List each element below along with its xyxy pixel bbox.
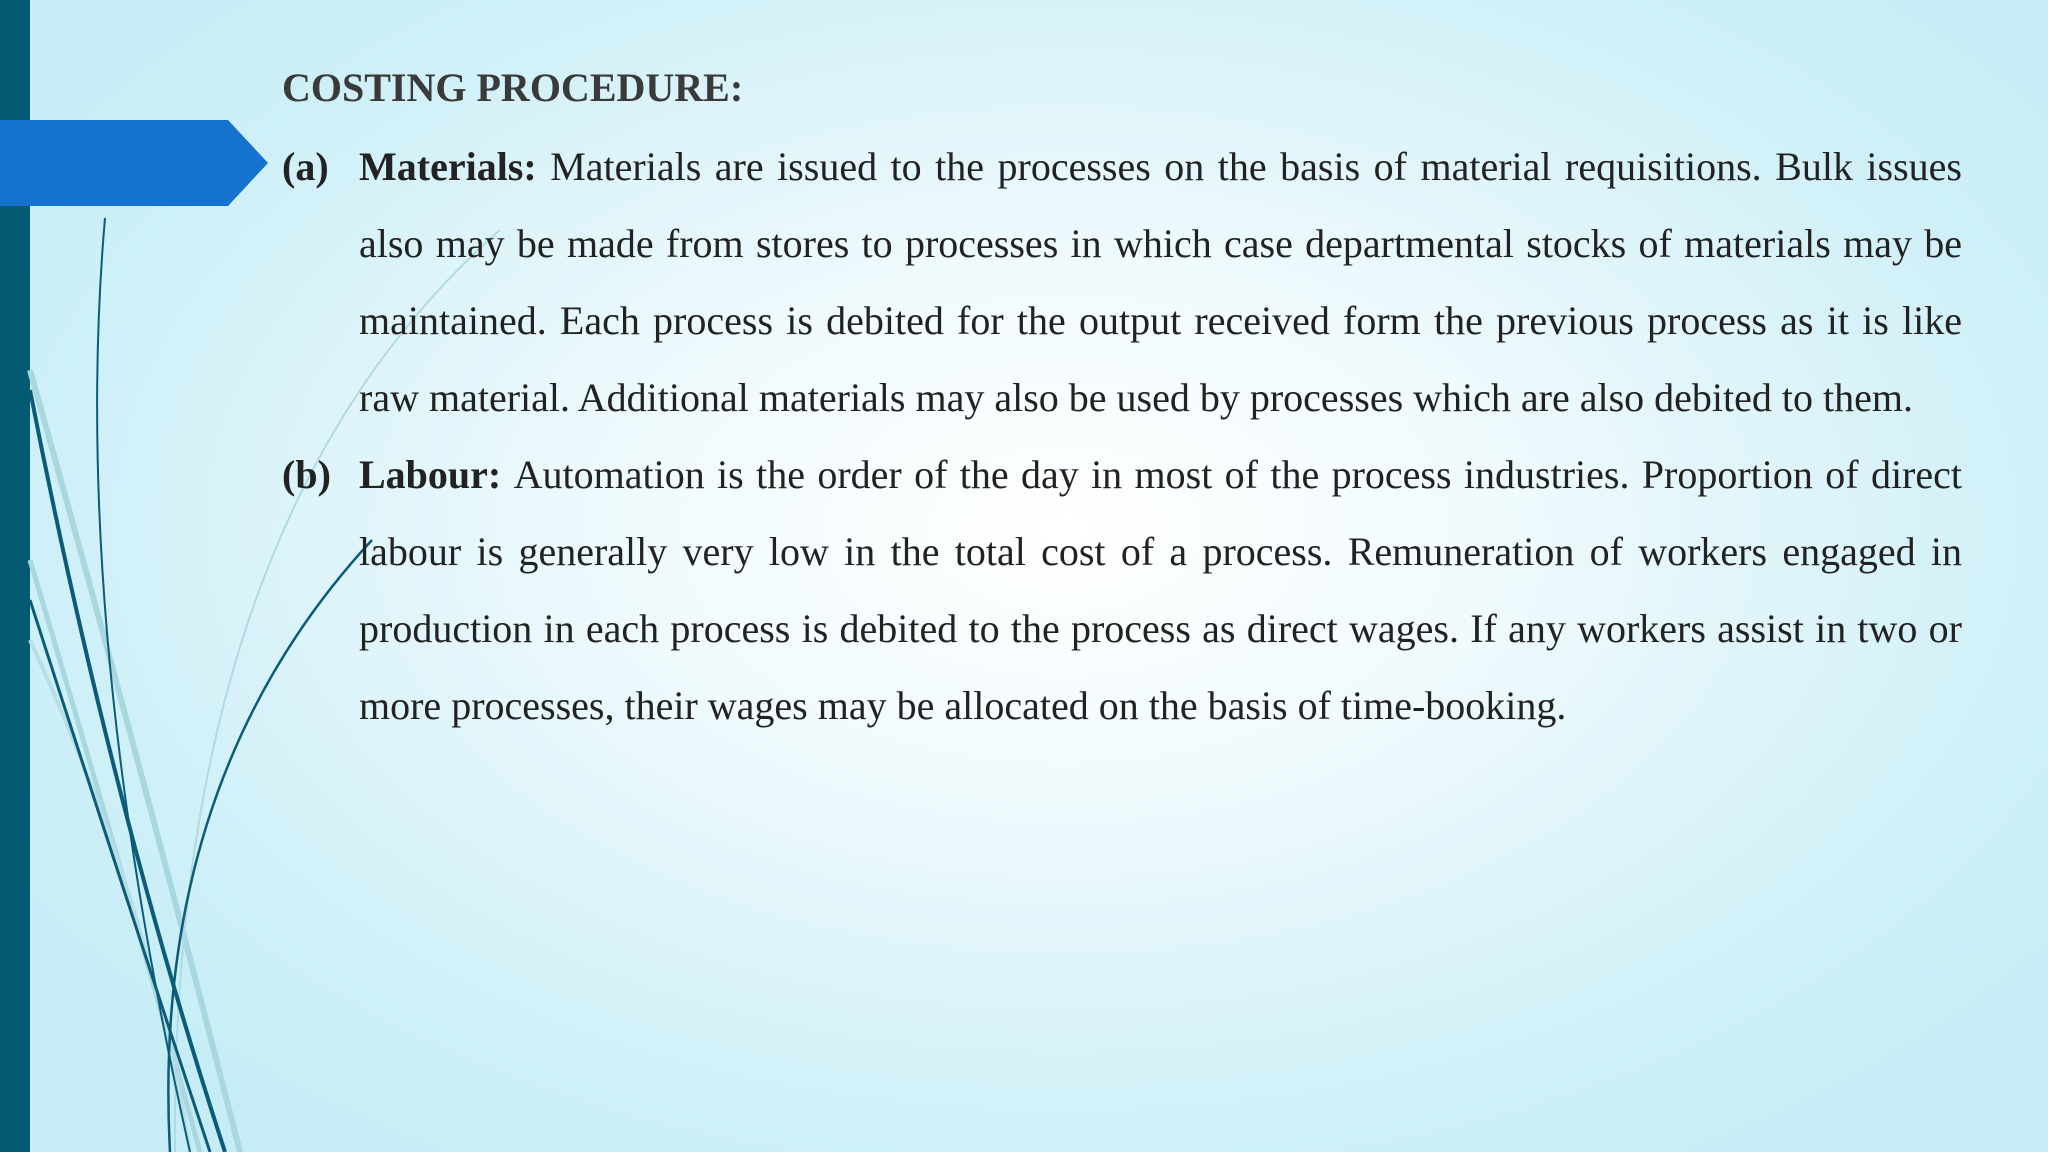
list-item-materials [282,128,1962,436]
item-title: Materials: [359,144,551,189]
slide-heading: COSTING PROCEDURE: [282,65,744,110]
item-letter: (b) [282,452,331,497]
item-letter: (a) [282,144,329,189]
item-text: Materials are issued to the processes on the basis of material requisitions. Bulk issues also may be made from stores to processes in which case departmental stocks of materials may be maintained. Each process is debited for the output received form the previous process as it is like raw material. Additional materials may also be used by processes which are also debited to them. [359,144,1963,420]
slide-content [282,56,1962,744]
item-title: Labour: [359,452,514,497]
arrow-tab-marker [0,120,268,206]
list-item-labour [282,436,1962,744]
item-text: Automation is the order of the day in most of the process industries. Proportion of direct labour is generally very low in the total cost of a process. Remuneration of workers engaged in production in each process is debited to the process as direct wages. If any workers assist in two or more processes, their wages may be allocated on the basis of time-booking. [359,452,1962,728]
